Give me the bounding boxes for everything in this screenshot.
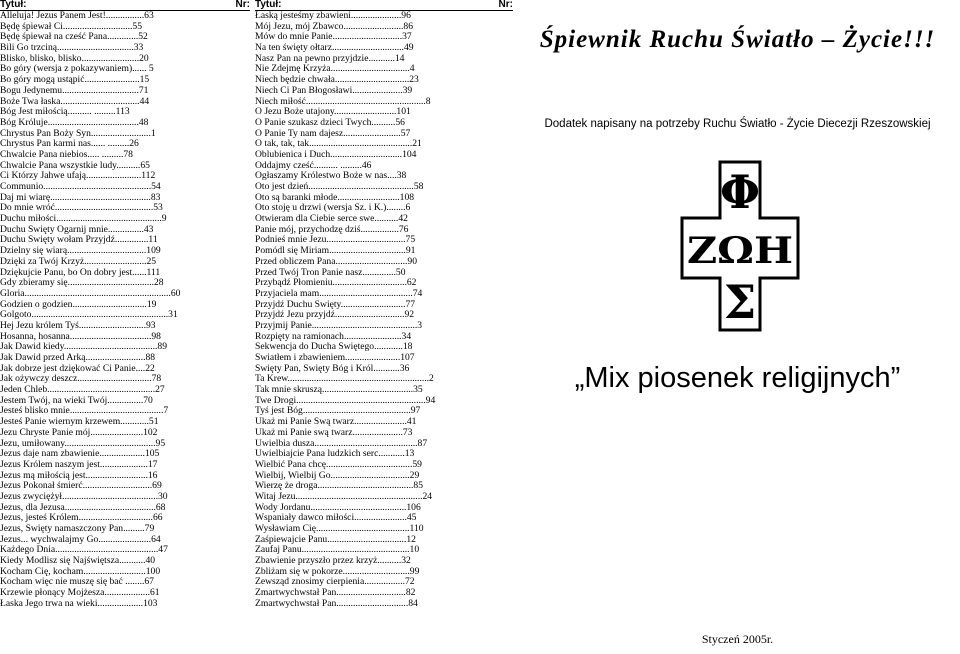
song-entry: Święty Pan, Święty Bóg i Król...........36 [255, 363, 410, 374]
song-entry: Jezus, jesteś Królem...............................66 [0, 513, 163, 524]
song-entry: Oddajmy cześć.......... .........46 [255, 160, 372, 171]
song-entry: Dzięki za Twój Krzyż..........................25 [0, 256, 157, 267]
song-entry: Witaj Jezu.....................................................24 [255, 491, 433, 502]
song-entry: Będę śpiewał na cześć Pana.............52 [0, 32, 148, 43]
song-entry: Hej Jezu królem Tyś............................93 [0, 320, 156, 331]
song-entry: Daj mi wiarę..........................................83 [0, 192, 161, 203]
songbook-title: Śpiewnik Ruchu Światło – Życie!!! [539, 26, 936, 53]
song-list-left [0, 11, 250, 610]
song-entry: Wspaniały dawco miłości......................45 [255, 513, 417, 524]
header-number: Nr: [498, 0, 513, 10]
song-entry: Przyjdź Duchu Święty...........................77 [255, 299, 416, 310]
song-entry: Jestem Twój, na wieki Twój...............70 [0, 395, 153, 406]
song-entry: Niech miłość..................................................8 [255, 96, 431, 107]
song-entry: Golgoto.........................................................31 [0, 310, 178, 321]
song-entry: Zewsząd znosimy cierpienia.................72 [255, 577, 415, 588]
header-title: Tytuł: [255, 0, 282, 10]
song-entry: Ogłaszamy Królestwo Boże w nas....38 [255, 171, 407, 182]
song-entry: Łaską jesteśmy zbawieni.....................96 [255, 11, 411, 21]
song-entry: Blisko, blisko, blisko........................20 [0, 53, 149, 64]
cover-page [515, 0, 960, 654]
logo-zoe: ΖΩΗ [687, 230, 793, 272]
song-entry: Bo góry (wersja z pokazywaniem)...... 5 [0, 64, 154, 75]
song-entry: Chwalcie Pana wszystkie ludy..........65 [0, 160, 150, 171]
song-entry: Oto stoję u drzwi (wersja Sz. i K.)........6 [255, 203, 411, 214]
song-entry: Wielbij, Wielbij Go.................................29 [255, 470, 420, 481]
song-entry: Bo góry mogą ustąpić.......................15 [0, 75, 150, 86]
song-entry: Jezus Pokonał śmierć.............................69 [0, 481, 162, 492]
song-entry: Na ten święty ołtarz..............................49 [255, 43, 414, 54]
song-entry: Dziękujcie Panu, bo On dobry jest......111 [0, 267, 161, 278]
song-entry: Jezus, Święty namaszczony Pan.........79 [0, 524, 155, 534]
song-entry: Przed Twój Tron Panie nasz..............50 [255, 267, 406, 278]
song-entry: Jezus mą miłością jest..........................16 [0, 470, 158, 481]
song-entry: Otwieram dla Ciebie serce swe..........42 [255, 214, 408, 225]
song-entry: Alleluja! Jezus Panem Jest!................63 [0, 11, 154, 21]
song-entry: Ta Krew...........................................................2 [255, 374, 434, 385]
song-entry: Sekwencja do Ducha Świętego............18 [255, 342, 413, 353]
song-entry: Kocham Cię, kocham..........................100 [0, 566, 161, 577]
light-life-cross-logo-icon [680, 160, 800, 332]
song-entry: Bóg Króluje......................................48 [0, 117, 149, 128]
song-entry: Zaufaj Panu.............................................10 [255, 545, 420, 556]
song-entry: Pomódl się Miriam................................91 [255, 246, 416, 257]
song-entry: Zaśpiewajcie Panu.................................12 [255, 534, 416, 545]
header-title: Tytuł: [0, 0, 27, 10]
song-entry: Godzien o godzien...............................19 [0, 299, 157, 310]
song-entry: Oblubienica i Duch..............................104 [255, 149, 417, 160]
song-entry: Przed obliczem Pana..............................90 [255, 256, 417, 267]
song-entry: Przyjdź Jezu przyjdź.............................92 [255, 310, 415, 321]
song-entry: Ukaż mi Panie swą twarz.....................73 [255, 427, 413, 438]
song-entry: O tak, tak, tak...........................................21 [255, 139, 422, 150]
song-entry: Wysławiam Cię.......................................110 [255, 524, 424, 534]
song-entry: Przyjaciela mam.......................................74 [255, 288, 423, 299]
song-entry: Jak Dawid przed Arką.........................88 [0, 353, 156, 363]
song-entry: Jezu Chryste Panie mój......................102 [0, 427, 158, 438]
song-entry: Zbliżam się w pokorze............................99 [255, 566, 420, 577]
song-entry: Wierzę że droga........................................85 [255, 481, 423, 492]
song-entry: Podnieś mnie Jezu.................................75 [255, 235, 416, 246]
song-entry: Jezus Królem naszym jest....................17 [0, 459, 158, 470]
song-entry: Bogu Jedynemu................................71 [0, 85, 149, 96]
song-entry: Jak ożywczy deszcz...............................78 [0, 374, 162, 385]
song-entry: Łaska Jego trwa na wieki...................103 [0, 598, 158, 609]
song-entry: Uwielbiajcie Pana ludzkich serc...........13 [255, 449, 415, 460]
song-entry: Jak dobrze jest dziękować Ci Panie....22 [0, 363, 155, 374]
song-entry: Przybądź Płomieniu...............................62 [255, 278, 417, 289]
song-entry: O Panie Ty nam dajesz........................57 [255, 128, 411, 139]
song-entry: Niech będzie chwała...............................23 [255, 75, 419, 86]
song-entry: Kocham więc nie muszę się bać ........67 [0, 577, 154, 588]
logo-phi: Φ [719, 165, 761, 219]
song-entry: Nie Zdejmę Krzyża.................................4 [255, 64, 415, 75]
song-entry: Twe Drogi......................................................94 [255, 395, 436, 406]
song-entry: Ukaż mi Panie Swą twarz......................41 [255, 417, 417, 428]
song-entry: Jezu, umiłowany......................................95 [0, 438, 166, 449]
song-entry: Jezus, dla Jezusa......................................68 [0, 502, 166, 513]
song-entry: Gloria.............................................................60 [0, 288, 181, 299]
song-entry: O Panie szukasz dzieci Twych..........56 [255, 117, 405, 128]
song-entry: Panie mój, przychodzę dziś................76 [255, 224, 409, 235]
column-header [0, 0, 250, 11]
song-entry: Zmartwychwstał Pan..............................84 [255, 598, 418, 609]
song-entry: Uwielbia dusza...........................................87 [255, 438, 428, 449]
song-entry: Oto są baranki młode..........................108 [255, 192, 415, 203]
song-entry: Mój Jezu, mój Zbawco.........................86 [255, 21, 414, 32]
song-entry: Jak Dawid kiedy.......................................89 [0, 342, 167, 353]
song-entry: Każdego Dnia...........................................47 [0, 545, 168, 556]
song-entry: Tyś jest Bóg.............................................97 [255, 406, 421, 417]
song-entry: Chwalcie Pana niebios..... .........78 [0, 149, 133, 160]
song-entry: Nasz Pan na pewno przyjdzie...........14 [255, 53, 405, 64]
song-entry: Boże Twa łaska.................................44 [0, 96, 150, 107]
song-entry: Światłem i zbawieniem.......................107 [255, 353, 415, 363]
song-entry: Zbawienie przyszło przez krzyż..........32 [255, 556, 411, 567]
index-column-middle [255, 0, 513, 610]
header-number: Nr: [235, 0, 250, 10]
song-entry: Jesteś blisko mnie.......................................7 [0, 406, 169, 417]
song-entry: Jesteś Panie wiernym krzewem............51 [0, 417, 159, 428]
song-entry: Wody Jordanu........................................106 [255, 502, 421, 513]
song-entry: Tak mnie skruszą......................................35 [255, 385, 423, 396]
song-entry: Kiedy Modlisz się Najświętsza...........40 [0, 556, 156, 567]
column-header [255, 0, 513, 11]
song-entry: Jezus zwyciężył........................................30 [0, 491, 168, 502]
song-entry: Bóg Jest miłością.......... .........113 [0, 107, 130, 118]
song-entry: Chrystus Pan karmi nas...... .........26 [0, 139, 139, 150]
song-entry: Chrystus Pan Boży Syn.........................1 [0, 128, 156, 139]
song-entry: Przyjmij Panie............................................3 [255, 320, 423, 331]
index-column-left [0, 0, 250, 610]
song-entry: Niech Ci Pan Błogosławi.....................39 [255, 85, 413, 96]
song-entry: Oto jest dzień............................................58 [255, 182, 424, 192]
song-entry: Bili Go trzciną................................33 [0, 43, 144, 54]
song-entry: Będę śpiewał Ci.............................55 [0, 21, 143, 32]
song-list-middle [255, 11, 513, 610]
song-entry: Jeden Chleb.............................................27 [0, 385, 165, 396]
song-entry: Rozpięty na ramionach........................34 [255, 331, 412, 342]
song-entry: Duchu Święty Ogarnij mnie...............43 [0, 224, 154, 235]
song-entry: Jezus daje nam zbawienie...................105 [0, 449, 160, 460]
song-entry: Mów do mnie Panie.............................37 [255, 32, 412, 43]
song-entry: Gdy zbieramy się....................................28 [0, 278, 164, 289]
song-entry: Jezus... wychwalajmy Go......................64 [0, 534, 161, 545]
song-entry: Krzewie płonący Mojżesza...................61 [0, 588, 160, 599]
song-entry: Duchu Święty wołam Przyjdź..............11 [0, 235, 158, 246]
song-entry: Zmartwychwstał Pan.............................82 [255, 588, 416, 599]
publication-date: Styczeń 2005r. [701, 632, 774, 646]
song-entry: O Jezu Boże utajony..........................101 [255, 107, 411, 118]
mix-title: „Mix piosenek religijnych” [574, 362, 901, 394]
song-entry: Wielbić Pana chcę....................................59 [255, 459, 422, 470]
song-entry: Dzielny się wiarą.................................109 [0, 246, 161, 257]
song-entry: Communio.............................................54 [0, 182, 161, 192]
song-entry: Do mnie wróć.........................................53 [0, 203, 163, 214]
songbook-subtitle: Dodatek napisany na potrzeby Ruchu Światło - Życie Diecezji Rzeszowskiej [544, 118, 931, 130]
song-entry: Hosanna, hosanna..................................98 [0, 331, 161, 342]
logo-sigma: Σ [723, 275, 757, 329]
song-entry: Ci Którzy Jahwe ufają.......................112 [0, 171, 156, 182]
song-entry: Duchu miłości............................................9 [0, 214, 167, 225]
